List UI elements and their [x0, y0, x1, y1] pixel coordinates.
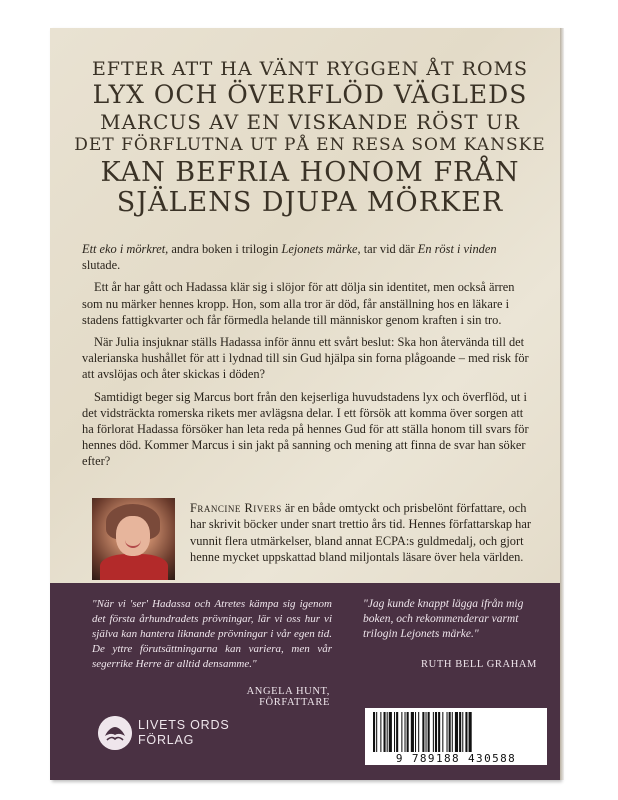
- headline-line: SJÄLENS DJUPA MÖRKER: [116, 187, 504, 219]
- barcode-bar: [435, 712, 437, 752]
- barcode-bar: [415, 712, 416, 752]
- publisher-logo: [98, 714, 238, 754]
- intro-text: , tar vid där: [357, 242, 418, 256]
- review-attribution: ANGELA HUNT, FÖRFATTARE: [246, 686, 330, 708]
- barcode-bar: [418, 712, 419, 752]
- blurb: [82, 241, 530, 476]
- barcode-bar: [405, 712, 406, 752]
- headline-line: LYX OCH ÖVERFLÖD VÄGLEDS: [92, 79, 528, 109]
- barcode-bar: [438, 712, 440, 752]
- isbn-barcode: [365, 708, 547, 765]
- blurb-paragraph: Samtidigt beger sig Marcus bort från den kejserliga huvudstadens lyx och överflöd, ut i det vidsträckta romerska rikets mer avlägsna delar. I ett försök att komma över sorgen att ha förlorat Hadassa försöker han leta reda på hennes Gud för att ställa honom till svars för hennes död. Kommer Marcus i sin jakt på sanning och mening att finna de svar han söker efter?: [82, 389, 529, 469]
- barcode-bar: [373, 712, 375, 752]
- author-bio-text: är en både omtyckt och prisbelönt författare, och har skrivit böcker under snart trettio års tid. Hennes författarskap har vunnit flera utmärkelser, bland annat ECPA:s guldmedalj, och gjort henne mycket uppskattad bland miljontals läsare över hela världen.: [190, 501, 531, 565]
- barcode-bar: [428, 712, 430, 752]
- blurb-paragraph: När Julia insjuknar ställs Hadassa inför ännu ett svårt beslut: Ska hon återvända till det valerianska hushållet för att i lydnad till sin Gud hjälpa sin forna plågoande – med risk för att avslöjas och åter skickas i döden?: [82, 335, 529, 382]
- cover-edge: [560, 28, 564, 780]
- author-bio: [190, 500, 535, 566]
- intro-text: , andra boken i trilogin: [165, 242, 282, 256]
- headline-line: EFTER ATT HA VÄNT RYGGEN ÅT ROMS: [91, 58, 529, 80]
- publisher-name: [138, 718, 229, 748]
- barcode-bar: [380, 712, 381, 752]
- barcode-bar: [387, 712, 388, 752]
- barcode-bar: [384, 712, 386, 752]
- blurb-paragraph: Ett år har gått och Hadassa klär sig i slöjor för att dölja sin identitet, men också ärren som nu märker hennes kropp. Hon, som alla tror är död, får anställning hos en läkare i stadens fattigkvarter och får förmedla helande till människor genom kraften i sin tro.: [82, 280, 515, 327]
- barcode-bar: [411, 712, 414, 752]
- barcode-bar: [407, 712, 409, 752]
- barcode-bar: [426, 712, 427, 752]
- review-quote: "Jag kunde knappt lägga ifrån mig boken, och rekommenderar varmt trilogin Lejonets märke.": [363, 598, 524, 640]
- barcode-bar: [396, 712, 398, 752]
- barcode-bar: [449, 712, 451, 752]
- headline-line: DET FÖRFLUTNA UT PÅ EN RESA SOM KANSKE: [74, 135, 546, 156]
- barcode-bar: [376, 712, 377, 752]
- intro-paragraph: [82, 241, 530, 273]
- barcode-bar: [433, 712, 434, 752]
- barcode-bar: [394, 712, 395, 752]
- author-photo: [92, 498, 175, 580]
- publisher-emblem-icon: [98, 716, 132, 750]
- intro-text: slutade.: [82, 258, 121, 273]
- barcode-bar: [459, 712, 461, 752]
- headline-line: KAN BEFRIA HONOM FRÅN: [100, 157, 520, 189]
- barcode-bar: [447, 712, 448, 752]
- publisher-name-line: LIVETS ORDS: [138, 718, 230, 732]
- barcode-bar: [401, 712, 402, 752]
- headline-line: MARCUS AV EN VISKANDE RÖST UR: [100, 110, 520, 135]
- barcode-bars: [373, 712, 539, 752]
- publisher-name-line: FÖRLAG: [138, 733, 195, 747]
- book-title: Ett eko i mörkret: [82, 242, 166, 256]
- review-attribution: RUTH BELL GRAHAM: [421, 659, 537, 670]
- barcode-bar: [455, 712, 458, 752]
- series-title: Lejonets märke: [281, 242, 358, 256]
- barcode-bar: [465, 712, 467, 752]
- author-name: Francine Rivers: [190, 501, 282, 515]
- barcode-bar: [389, 712, 392, 752]
- review-quote: "När vi 'ser' Hadassa och Atretes kämpa sig igenom det första århundradets prövningar, lär vi oss hur vi själva kan hantera liknande prövningar i vår egen tid. De yttre förutsättningarna kan variera, men vår segerrike Herre är alltid densamme.": [92, 598, 332, 670]
- headline: [70, 50, 550, 218]
- barcode-bar: [422, 712, 424, 752]
- barcode-bar: [452, 712, 453, 752]
- isbn-number: 9 789188 430588: [395, 752, 517, 765]
- previous-book-title: En röst i vinden: [417, 242, 497, 256]
- barcode-bar: [469, 712, 472, 752]
- barcode-bar: [462, 712, 463, 752]
- barcode-bar: [442, 712, 443, 752]
